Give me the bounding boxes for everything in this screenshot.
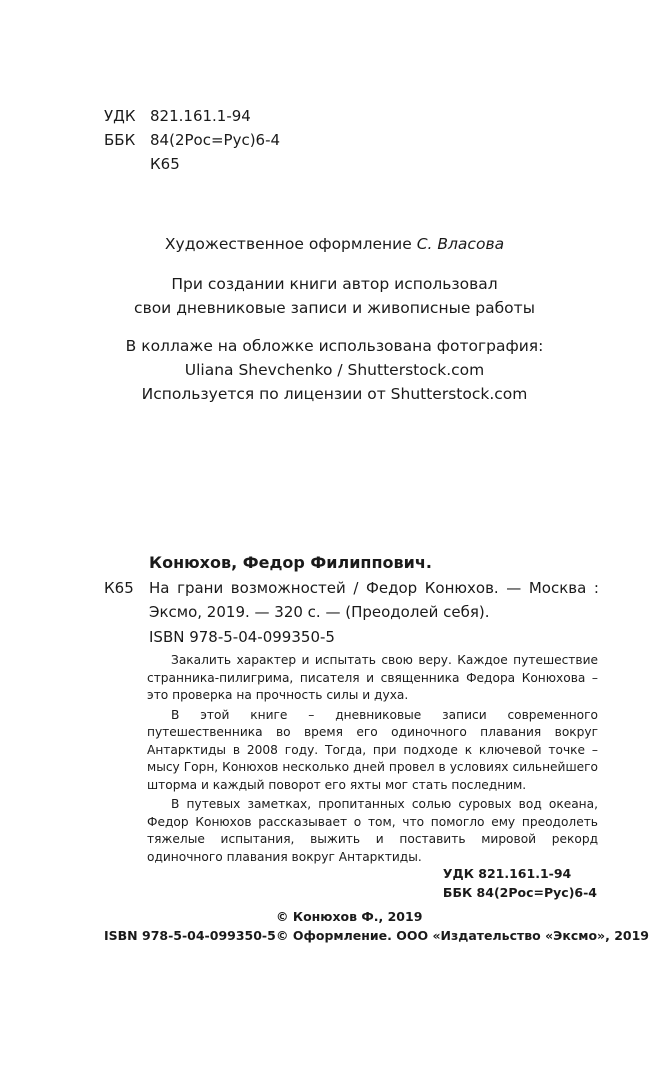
author-note-line: При создании книги автор использовал [171, 275, 498, 293]
card-title-word: грани [177, 579, 224, 597]
annotation-paragraph: Закалить характер и испытать свою веру. Каждое путешествие странника-пилигрима, писателя и священника Федора Конюхова – это проверка на прочность силы и духа. [147, 653, 598, 702]
photo-credit-line: В коллаже на обложке использована фотография: [125, 337, 544, 355]
card-description [149, 576, 599, 624]
card-title-word: : [593, 579, 599, 597]
bbk-row [104, 128, 280, 152]
annotation [147, 652, 598, 868]
author-mark-row [104, 152, 280, 176]
author-note-line: свои дневниковые записи и живописные работы [134, 299, 535, 317]
bbk-value: 84(2Рос=Рус)6-4 [150, 131, 281, 149]
designer-name: С. Власова [416, 235, 505, 253]
author-note [0, 272, 669, 320]
bbk-label: ББК [104, 131, 136, 149]
card-title-word: — [506, 579, 522, 597]
classification-codes-bottom [443, 864, 597, 902]
photo-credit-line: Используется по лицензии от Shutterstock.com [141, 385, 528, 403]
copyright-block [104, 907, 649, 945]
annotation-paragraph: В путевых заметках, пропитанных солью суровых вод океана, Федор Конюхов рассказывает о том, что помогло ему преодолеть тяжелые испытания, выжить и поставить мировой рекорд одиночного плавания вокруг Антарктиды. [147, 797, 598, 864]
card-imprint-line: Эксмо, 2019. — 320 с. — (Преодолей себя). [149, 603, 490, 621]
bbk-code-bottom: ББК 84(2Рос=Рус)6-4 [442, 885, 597, 900]
udk-value: 821.161.1-94 [150, 107, 251, 125]
udk-code-bottom: УДК 821.161.1-94 [442, 866, 572, 881]
design-credit-prefix: Художественное оформление [164, 235, 412, 253]
card-author-heading: Конюхов, Федор Филиппович. [149, 553, 432, 572]
udk-label: УДК [104, 107, 136, 125]
card-title-word: Конюхов. [424, 579, 499, 597]
card-title-word: / [353, 579, 359, 597]
publisher-copyright: © Оформление. ООО «Издательство «Эксмо», 2019 [276, 928, 649, 943]
card-title-word: Федор [365, 579, 418, 597]
author-mark: К65 [150, 155, 180, 173]
author-copyright: © Конюхов Ф., 2019 [276, 909, 423, 924]
card-title-line [149, 576, 599, 600]
design-credits [0, 232, 669, 256]
photo-credit [0, 334, 669, 406]
card-code: К65 [104, 579, 134, 597]
card-title-word: возможностей [230, 579, 346, 597]
isbn-bottom: ISBN 978-5-04-099350-5 [104, 928, 276, 943]
photo-credit-line: Uliana Shevchenko / Shutterstock.com [184, 361, 485, 379]
card-title-word: Москва [528, 579, 587, 597]
annotation-paragraph: В этой книге – дневниковые записи современного путешественника во время его одиночного плавания вокруг Антарктиды в 2008 году. Тогда, при подходе к ключевой точке – мысу Горн, Конюхов несколько дней провел в условиях сильнейшего шторма и каждый поворот его яхты мог стать последним. [147, 707, 598, 792]
classification-block [104, 104, 280, 176]
card-isbn: ISBN 978-5-04-099350-5 [149, 628, 335, 646]
udk-row [104, 104, 280, 128]
card-title-word: На [149, 579, 170, 597]
